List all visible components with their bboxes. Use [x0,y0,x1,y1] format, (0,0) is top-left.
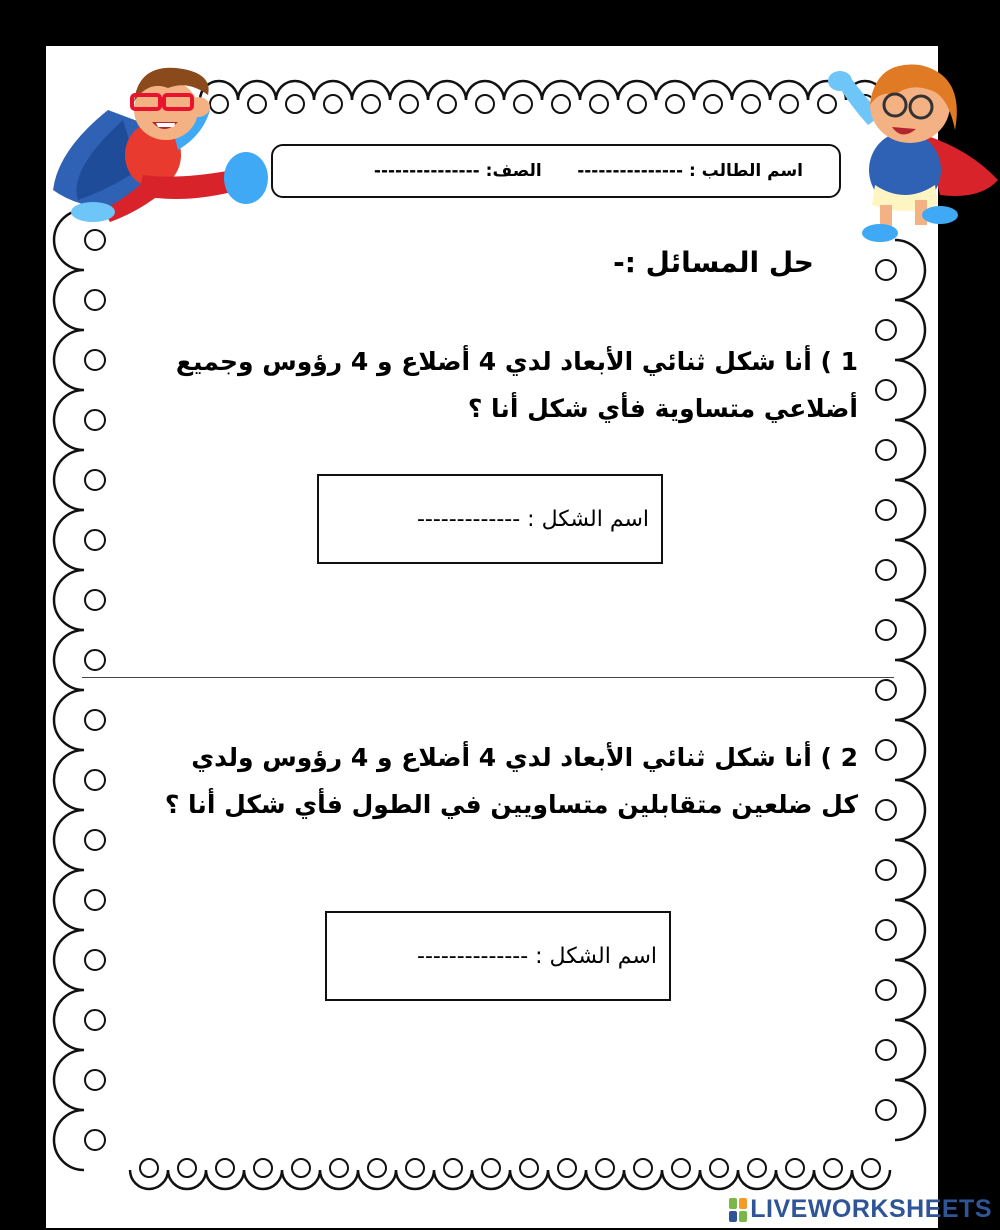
student-info-bar [271,144,841,198]
superhero-boy-icon [48,40,273,225]
superhero-girl-icon [820,55,1000,245]
answer-2-input[interactable]: اسم الشكل : -------------- [325,911,671,1001]
answer-1-input[interactable]: اسم الشكل : ------------- [317,474,663,564]
student-name-label: اسم الطالب : [683,161,803,181]
liveworksheets-mark-icon [728,1197,748,1223]
student-name-field[interactable]: --------------- [577,161,684,181]
question-2-text: 2 ) أنا شكل ثنائي الأبعاد لدي 4 أضلاع و 4 رؤوس ولدي كل ضلعين متقابلين متساويين في الطول فأي شكل أنا ؟ [164,743,858,819]
liveworksheets-wordmark: LIVEWORKSHEETS [750,1195,992,1223]
class-field[interactable]: --------------- [373,161,480,181]
section-divider [82,677,894,678]
spacer [542,161,578,181]
class-label: الصف: [479,161,542,181]
question-1-text: 1 ) أنا شكل ثنائي الأبعاد لدي 4 أضلاع و 4 رؤوس وجميع أضلاعي متساوية فأي شكل أنا ؟ [175,347,858,423]
page-title: حل المسائل :- [613,246,814,279]
liveworksheets-logo[interactable] [728,1195,992,1224]
